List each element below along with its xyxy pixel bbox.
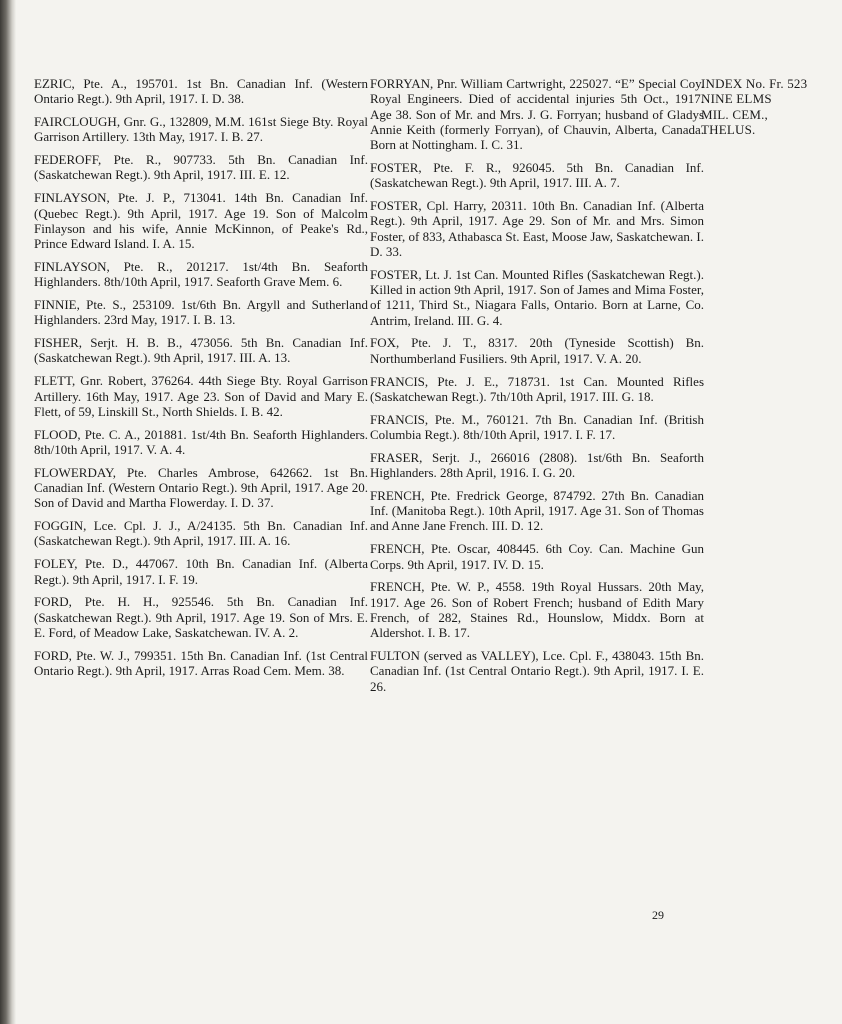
entry-ford-h-h: FORD, Pte. H. H., 925546. 5th Bn. Canadian Inf. (Saskatchewan Regt.). 9th April, 1917. Age 19. Son of Mrs. E. E. Ford, of Meadow Lake, Saskatchewan. IV. A. 2. (34, 594, 368, 640)
entry-flood: FLOOD, Pte. C. A., 201881. 1st/4th Bn. Seaforth Highlanders. 8th/10th April, 1917. V. A. 4. (34, 426, 368, 457)
entry-flett: FLETT, Gnr. Robert, 376264. 44th Siege Bty. Royal Garrison Artillery. 16th May, 1917. Age 23. Son of David and Mary E. Flett, of 59, Linskill St., North Shields. I. B. 42. (34, 373, 368, 419)
entry-ford-w-j: FORD, Pte. W. J., 799351. 15th Bn. Canadian Inf. (1st Central Ontario Regt.). 9th April, 1917. Arras Road Cem. Mem. 38. (34, 647, 368, 678)
entry-finnie: FINNIE, Pte. S., 253109. 1st/6th Bn. Argyll and Sutherland Highlanders. 23rd May, 1917. I. B. 13. (34, 297, 368, 328)
entry-flowerday: FLOWERDAY, Pte. Charles Ambrose, 642662. 1st Bn. Canadian Inf. (Western Ontario Regt.). 9th April, 1917. Age 20. Son of David and Martha Flowerday. I. D. 37. (34, 464, 368, 511)
index-number: INDEX No. Fr. 523 (701, 76, 808, 91)
entry-fox: FOX, Pte. J. T., 8317. 20th (Tyneside Scottish) Bn. Northumberland Fusiliers. 9th April, 1917. V. A. 20. (370, 335, 704, 366)
entry-francis-m: FRANCIS, Pte. M., 760121. 7th Bn. Canadian Inf. (British Columbia Regt.). 8th/10th April, 1917. I. F. 17. (370, 411, 704, 442)
entry-french-fredrick: FRENCH, Pte. Fredrick George, 874792. 27th Bn. Canadian Inf. (Manitoba Regt.). 10th April, 1917. Age 31. Son of Thomas and Anne Jane French. III. D. 12. (370, 487, 704, 534)
cemetery-location: THELUS. (701, 121, 756, 137)
entry-finlayson-j-p: FINLAYSON, Pte. J. P., 713041. 14th Bn. Canadian Inf. (Quebec Regt.). 9th April, 1917. Age 19. Son of Malcolm Finlayson and his wife, Annie McKinnon, of Peake's Rd., Prince Edward Island. I. A. 15. (34, 190, 368, 252)
page-number: 29 (652, 908, 664, 922)
entry-forryan: FORRYAN, Pnr. William Cartwright, 225027. “E” Special Coy. Royal Engineers. Died of accidental injuries 5th Oct., 1917. Age 38. Son of Mr. and Mrs. J. G. Forryan; husband of Gladys Annie Keith (formerly Forryan), of Chauvin, Alberta, Canada. Born at Nottingham. I. C. 31. (370, 76, 704, 153)
cemetery-type: MIL. CEM., (701, 106, 768, 122)
entry-fulton: FULTON (served as VALLEY), Lce. Cpl. F., 438043. 15th Bn. Canadian Inf. (1st Central Ontario Regt.). 9th April, 1917. I. E. 26. (370, 648, 704, 694)
entry-fisher: FISHER, Serjt. H. B. B., 473056. 5th Bn. Canadian Inf. (Saskatchewan Regt.). 9th April, 1917. III. A. 13. (34, 335, 368, 366)
entry-french-oscar: FRENCH, Pte. Oscar, 408445. 6th Coy. Can. Machine Gun Corps. 9th April, 1917. IV. D. 15. (370, 541, 704, 572)
entry-fairclough: FAIRCLOUGH, Gnr. G., 132809, M.M. 161st Siege Bty. Royal Garrison Artillery. 13th May, 1917. I. B. 27. (34, 114, 368, 145)
entry-francis-j-e: FRANCIS, Pte. J. E., 718731. 1st Can. Mounted Rifles (Saskatchewan Regt.). 7th/10th April, 1917. III. G. 18. (370, 373, 704, 404)
entry-ezric: EZRIC, Pte. A., 195701. 1st Bn. Canadian Inf. (Western Ontario Regt.). 9th April, 1917. I. D. 38. (34, 76, 368, 107)
entry-foley: FOLEY, Pte. D., 447067. 10th Bn. Canadian Inf. (Alberta Regt.). 9th April, 1917. I. F. 19. (34, 556, 368, 587)
entry-foster-harry: FOSTER, Cpl. Harry, 20311. 10th Bn. Canadian Inf. (Alberta Regt.). 9th April, 1917. Age 29. Son of Mr. and Mrs. Simon Foster, of 833, Athabasca St. East, Moose Jaw, Saskatchewan. I. D. 33. (370, 198, 704, 259)
entry-foster-f-r: FOSTER, Pte. F. R., 926045. 5th Bn. Canadian Inf. (Saskatchewan Regt.). 9th April, 1917. III. A. 7. (370, 159, 704, 191)
entry-fraser: FRASER, Serjt. J., 266016 (2808). 1st/6th Bn. Seaforth Highlanders. 28th April, 1916. I. G. 20. (370, 449, 704, 481)
index-heading-block (701, 76, 841, 137)
middle-entries-column (370, 76, 704, 701)
entry-finlayson-r: FINLAYSON, Pte. R., 201217. 1st/4th Bn. Seaforth Highlanders. 8th/10th April, 1917. Seaforth Grave Mem. 6. (34, 258, 368, 290)
left-entries-column (34, 76, 368, 686)
entry-foggin: FOGGIN, Lce. Cpl. J. J., A/24135. 5th Bn. Canadian Inf. (Saskatchewan Regt.). 9th April, 1917. III. A. 16. (34, 518, 368, 549)
book-spine-shadow (0, 0, 16, 1024)
entry-french-w-p: FRENCH, Pte. W. P., 4558. 19th Royal Hussars. 20th May, 1917. Age 26. Son of Robert French; husband of Edith Mary French, of 282, Staines Rd., Hounslow, Middx. Born at Aldershot. I. B. 17. (370, 579, 704, 641)
cemetery-name: NINE ELMS (701, 91, 772, 107)
entry-foster-lt-j: FOSTER, Lt. J. 1st Can. Mounted Rifles (Saskatchewan Regt.). Killed in action 9th April, 1917. Son of James and Mima Foster, of 1211, Third St., Niagara Falls, Ontario. Born at Larne, Co. Antrim, Ireland. III. G. 4. (370, 266, 704, 328)
register-page (16, 0, 842, 1024)
entry-federoff: FEDEROFF, Pte. R., 907733. 5th Bn. Canadian Inf. (Saskatchewan Regt.). 9th April, 1917. III. E. 12. (34, 152, 368, 183)
